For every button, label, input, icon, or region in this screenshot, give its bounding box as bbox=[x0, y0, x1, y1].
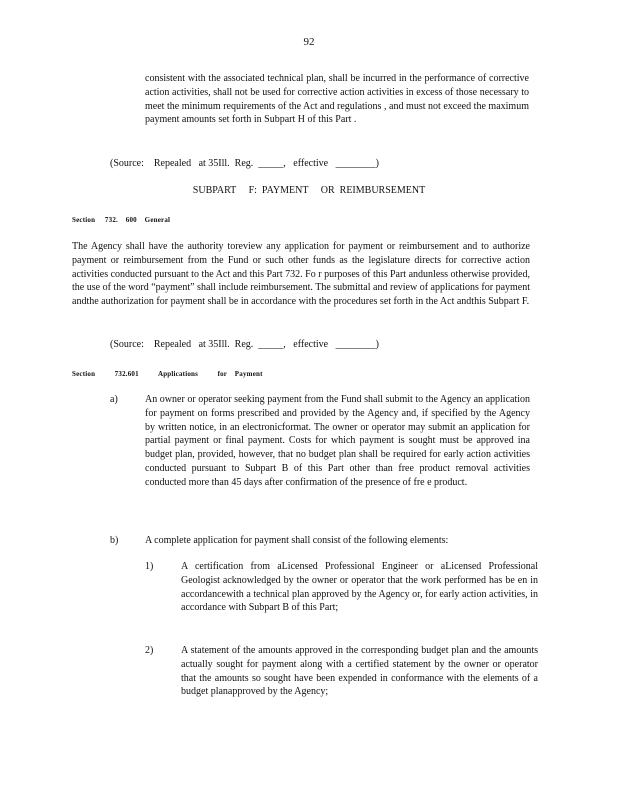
sub-item-label: 1) bbox=[145, 561, 154, 572]
item-label: a) bbox=[110, 394, 118, 405]
section-heading: Section 732.601 Applications for Payment bbox=[72, 370, 263, 378]
item-label: b) bbox=[110, 535, 119, 546]
sub-item-text: A statement of the amounts approved in the corresponding budget plan and the amounts actually sought for payment along with a certified statement by the owner or operator that the amounts so sought have been expended in conformance with the elements of a budget planapproved by the Agency; bbox=[181, 645, 538, 698]
source-note: (Source: Repealed at 35Ill. Reg. _____, effective ________) bbox=[110, 339, 379, 350]
sub-item-text: A certification from aLicensed Professional Engineer or aLicensed Professional Geologist acknowledged by the owner or operator that the work performed has be en in accordancewith a technical plan approved by the Agency or, for early action activities, in accordance with Subpart B of this Part; bbox=[181, 561, 538, 614]
page-number: 92 bbox=[303, 36, 315, 48]
section-body: The Agency shall have the authority toreview any application for payment or reimbursement and to authorize payment or reimbursement from the Fund or such other funds as the legislature directs for corrective action activities conducted pursuant to the Act and this Part 732. Fo r purposes of this Part andunless otherwise provided, the use of the word “payment” shall include reimbursement. The submittal and review of applications for payment andthe authorization for payment shall be in accordance with the procedures set forth in the Act andthis Subpart F. bbox=[72, 241, 530, 308]
intro-paragraph: consistent with the associated technical plan, shall be incurred in the performance of corrective action activities, shall not be used for corrective action activities in excess of those necessary to meet the minimum requirements of the Act and regulations , and must not exceed the maximum payment amounts set forth in Subpart H of this Part . bbox=[145, 73, 529, 126]
source-note: (Source: Repealed at 35Ill. Reg. _____, effective ________) bbox=[110, 158, 379, 169]
item-text: A complete application for payment shall consist of the following elements: bbox=[145, 535, 449, 546]
subpart-title: SUBPART F: PAYMENT OR REIMBURSEMENT bbox=[192, 185, 426, 196]
sub-item-label: 2) bbox=[145, 645, 154, 656]
item-text: An owner or operator seeking payment from the Fund shall submit to the Agency an application for payment on forms prescribed and provided by the Agency and, if specified by the Agency by written notice, in an electronicformat. The owner or operator may submit an application for partial payment or final payment. Costs for which payment is sought must be approved ina budget plan, provided, however, that no budget plan shall be required for early action activities conducted pursuant to Subpart B of this Part other than free product removal activities conducted more than 45 days after confirmation of the presence of fre e product. bbox=[145, 394, 530, 488]
section-heading: Section 732. 600 General bbox=[72, 216, 171, 224]
